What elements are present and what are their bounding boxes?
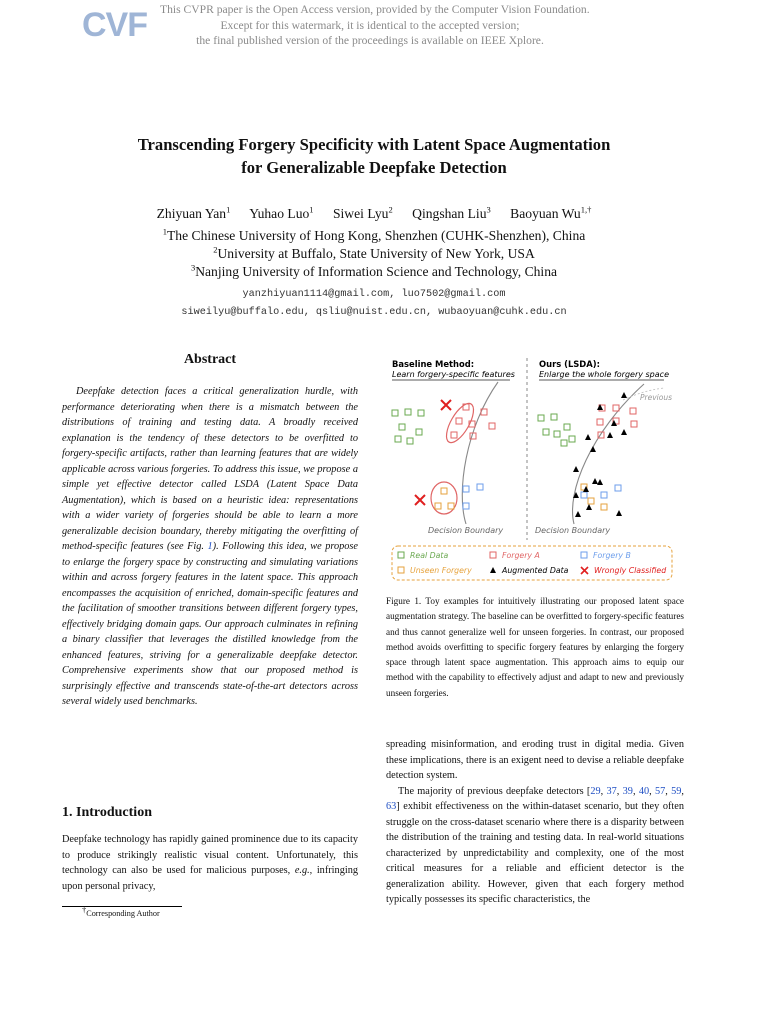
author-list xyxy=(60,205,688,223)
legend-item-augmented xyxy=(490,566,569,575)
real-data-marker xyxy=(407,438,413,444)
legend-unseen-icon xyxy=(398,567,404,573)
body-paragraph: spreading misinformation, and eroding trust in digital media. Given these implications, there is an exigent need to devise a reliable deepfake detection system. xyxy=(386,739,684,781)
decision-boundary-right xyxy=(573,384,644,524)
right-column-body xyxy=(386,737,684,908)
citation-link[interactable]: 63 xyxy=(386,801,397,812)
augmented-data-marker xyxy=(573,466,579,472)
cvf-logo: CVF xyxy=(82,6,147,44)
author-emails: siweilyu@buffalo.edu, qsliu@nuist.edu.cn, wubaoyuan@cuhk.edu.cn xyxy=(181,307,567,318)
real-data-marker xyxy=(561,440,567,446)
unseen-forgery-marker xyxy=(601,504,607,510)
author-name: Qingshan Liu xyxy=(412,206,487,221)
author-name: Baoyuan Wu xyxy=(510,206,581,221)
real-data-marker xyxy=(538,415,544,421)
caption-label: Figure 1. xyxy=(386,596,422,606)
augmented-data-marker xyxy=(575,511,581,517)
legend-wrong-icon xyxy=(581,567,588,574)
augmented-data-marker xyxy=(621,429,627,435)
forgery-b-marker xyxy=(463,503,469,509)
footnote-rule xyxy=(62,906,182,907)
real-data-marker xyxy=(418,410,424,416)
real-data-marker xyxy=(399,424,405,430)
legend-forgery-b-label: Forgery B xyxy=(593,551,631,560)
citation-link[interactable]: 29 xyxy=(590,785,601,797)
figure-right-subtitle: Enlarge the whole forgery space xyxy=(539,370,669,379)
wrongly-classified-marker xyxy=(441,400,451,410)
body-text: ] exhibit effectiveness on the within-dataset scenario, but they often struggle on the cross-dataset scenario where there is a disparity between the distribution of the training and testing data. In real-world situations characterized by unpredictability and complexity, one of the most critical measures for a reliable and efficient detector is the generalization ability. However, given that each forgery method typically possesses its specific characteristics, the xyxy=(386,801,684,905)
unseen-forgery-marker xyxy=(441,488,447,494)
watermark-line: This CVPR paper is the Open Access version, provided by the Computer Vision Foundation. xyxy=(160,3,590,16)
legend-item-unseen xyxy=(398,566,472,575)
figure-1 xyxy=(386,352,686,584)
affiliation xyxy=(60,245,688,263)
caption-text: Toy examples for intuitively illustrating our proposed latent space augmentation strategy. The baseline can be overfitted to forgery-specific features and thus cannot generalize well for unseen forgeries. In contrast, our proposed method avoids overfitting to specific forgery features by enlarging the forgery space through latent space augmentation. This approach aims to equip our method with the capability to effectively adjust and adapt to new and previously unseen forgeries. xyxy=(386,596,684,698)
affiliation-text: The Chinese University of Hong Kong, Shenzhen (CUHK-Shenzhen), China xyxy=(166,228,586,243)
author-name: Zhiyuan Yan xyxy=(156,206,227,221)
forgery-a-marker xyxy=(597,419,603,425)
legend-real-icon xyxy=(398,552,404,558)
legend-item-wrong xyxy=(581,566,666,575)
abstract-heading: Abstract xyxy=(183,352,237,367)
legend-real-label: Real Data xyxy=(410,551,449,560)
forgery-b-marker xyxy=(601,492,607,498)
augmented-data-marker xyxy=(616,510,622,516)
affiliation-sup: 1 xyxy=(162,226,167,237)
figure-ref-link[interactable]: 1 xyxy=(207,541,213,552)
intro-paragraph xyxy=(62,832,358,894)
real-data-marker xyxy=(543,429,549,435)
forgery-a-marker xyxy=(456,418,462,424)
legend-wrong-label: Wrongly Classified xyxy=(594,566,667,575)
forgery-a-marker xyxy=(489,423,495,429)
title-line: for Generalizable Deepfake Detection xyxy=(241,158,507,177)
author-emails: yanzhiyuan1114@gmail.com, luo7502@gmail.com xyxy=(242,289,506,300)
previous-label: Previous xyxy=(640,393,672,402)
augmented-data-marker xyxy=(611,420,617,426)
body-paragraph: The majority of previous deepfake detectors [29, 37, 39, 40, 57, 59, 63] exhibit effectiveness on the within-dataset scenario, but they often struggle on the cross-dataset scenario where there is a disparity between the distribution of the training and testing data. In real-world situations characterized by unpredictability and complexity, one of the most critical measures for a reliable and efficient detector is the generalization ability. However, given that each forgery method typically possesses its specific characteristics, the xyxy=(386,785,684,905)
forgery-b-marker xyxy=(463,486,469,492)
watermark-line: the final published version of the proceedings is available on IEEE Xplore. xyxy=(196,34,544,48)
footnote xyxy=(82,904,160,918)
augmented-data-marker xyxy=(590,446,596,452)
augmented-data-marker xyxy=(586,504,592,510)
legend-item-forgery-b xyxy=(581,551,631,560)
unseen-forgery-marker xyxy=(448,503,454,509)
augmented-data-marker xyxy=(585,434,591,440)
abstract-text: Deepfake detection faces a critical generalization hurdle, with performance deteriorating when there is a mismatch between the distributions of training and testing data. A broadly received explanation is the tendency of these detectors to be overfitted to forgery-specific artifacts, rather than learning features that are widely applicable across various forgeries. To address this issue, we propose a simple yet effective detector called LSDA (Latent Space Data Augmentation), which is based on a heuristic idea: representations with a wider variety of forgeries should be able to learn a more generalizable decision boundary, thereby mitigating the overfitting of method-specific features (see Fig. xyxy=(62,386,358,552)
watermark xyxy=(160,2,590,49)
augmented-data-marker xyxy=(607,432,613,438)
legend-augmented-icon xyxy=(490,567,496,573)
real-data-marker xyxy=(569,436,575,442)
abstract-text: ). Following this idea, we propose to enlarge the forgery space by constructing and simulating variations within and across forgery features in the latent space. This approach encompasses the acquisition of enriched, domain-specific features and the facilitation of smoother transitions between different forgery types, effectively bridging domain gaps. Our approach culminates in refining a binary classifier that leverages the distilled knowledge from the enhanced features, striving for a generalizable deepfake detector. Comprehensive experiments show that our proposed method is surprisingly effective and transcends state-of-the-art detectors across several widely used benchmarks. xyxy=(62,541,359,707)
citation-link[interactable]: 59 xyxy=(671,785,682,797)
footnote-text: Corresponding Author xyxy=(86,909,160,918)
legend-item-real xyxy=(398,551,448,560)
affiliation xyxy=(60,263,688,281)
forgery-b-marker xyxy=(581,492,587,498)
body-text: The majority of previous deepfake detectors [ xyxy=(398,785,591,797)
unseen-forgery-marker xyxy=(435,503,441,509)
author-sup: 3 xyxy=(486,204,491,215)
affiliation-sup: 3 xyxy=(190,262,196,273)
author-name: Siwei Lyu xyxy=(332,206,389,221)
paper-title xyxy=(60,133,688,179)
forgery-a-marker xyxy=(451,432,457,438)
forgery-a-marker xyxy=(630,408,636,414)
affiliation-text: Nanjing University of Information Science and Technology, China xyxy=(195,264,558,279)
abstract-paragraph xyxy=(62,384,358,710)
author-sup: 1 xyxy=(309,204,314,215)
decision-boundary-label-left: Decision Boundary xyxy=(428,526,504,535)
forgery-b-marker xyxy=(615,485,621,491)
footnote-mark: † xyxy=(82,904,87,915)
figure-left-subtitle: Learn forgery-specific features xyxy=(392,370,515,379)
legend-forgery-b-icon xyxy=(581,552,587,558)
legend-augmented-label: Augmented Data xyxy=(502,566,569,575)
citation-link[interactable]: 57 xyxy=(654,785,666,797)
affiliation xyxy=(60,227,688,245)
wrongly-classified-marker xyxy=(415,495,425,505)
affiliation-text: University at Buffalo, State University of New York, USA xyxy=(217,246,535,261)
author-sup: 1,† xyxy=(580,204,592,215)
augmented-data-marker xyxy=(583,486,589,492)
affiliation-sup: 2 xyxy=(213,244,218,255)
figure-caption xyxy=(386,594,684,701)
citation-link[interactable]: 40 xyxy=(638,785,650,797)
author-sup: 1 xyxy=(226,204,231,215)
author-sup: 2 xyxy=(388,204,393,215)
intro-body xyxy=(62,832,358,894)
legend-forgery-a-label: Forgery A xyxy=(502,551,540,560)
real-data-marker xyxy=(395,436,401,442)
augmented-data-marker xyxy=(592,478,598,484)
forgery-b-marker xyxy=(477,484,483,490)
intro-eg: e.g., xyxy=(294,865,313,876)
title-line: Transcending Forgery Specificity with Latent Space Augmentation xyxy=(137,135,611,154)
citation-link[interactable]: 37 xyxy=(606,785,617,797)
figure-markers xyxy=(392,392,637,517)
real-data-marker xyxy=(551,414,557,420)
figure-right-title: Ours (LSDA): xyxy=(539,359,600,369)
figure-left-title: Baseline Method: xyxy=(392,359,475,369)
real-data-marker xyxy=(405,409,411,415)
real-data-marker xyxy=(392,410,398,416)
real-data-marker xyxy=(554,431,560,437)
real-data-marker xyxy=(416,429,422,435)
watermark-line: Except for this watermark, it is identical to the accepted version; xyxy=(220,18,520,32)
abstract-body xyxy=(62,384,358,710)
intro-heading: 1. Introduction xyxy=(62,805,152,820)
legend-item-forgery-a xyxy=(490,551,540,560)
decision-boundary-label-right: Decision Boundary xyxy=(535,526,611,535)
legend-forgery-a-icon xyxy=(490,552,496,558)
intro-text: infringing upon personal privacy, xyxy=(62,865,358,892)
real-data-marker xyxy=(564,424,570,430)
unseen-forgery-marker xyxy=(588,498,594,504)
intro-text: Deepfake technology has rapidly gained prominence due to its capacity to produce strikingly realistic visual content. Unfortunately, this technology can also be used for malicious purposes, xyxy=(62,834,358,876)
forgery-a-marker xyxy=(631,421,637,427)
augmented-data-marker xyxy=(597,479,603,485)
author-name: Yuhao Luo xyxy=(249,206,310,221)
augmented-data-marker xyxy=(621,392,627,398)
legend-unseen-label: Unseen Forgery xyxy=(410,566,472,575)
citation-link[interactable]: 39 xyxy=(622,785,633,797)
